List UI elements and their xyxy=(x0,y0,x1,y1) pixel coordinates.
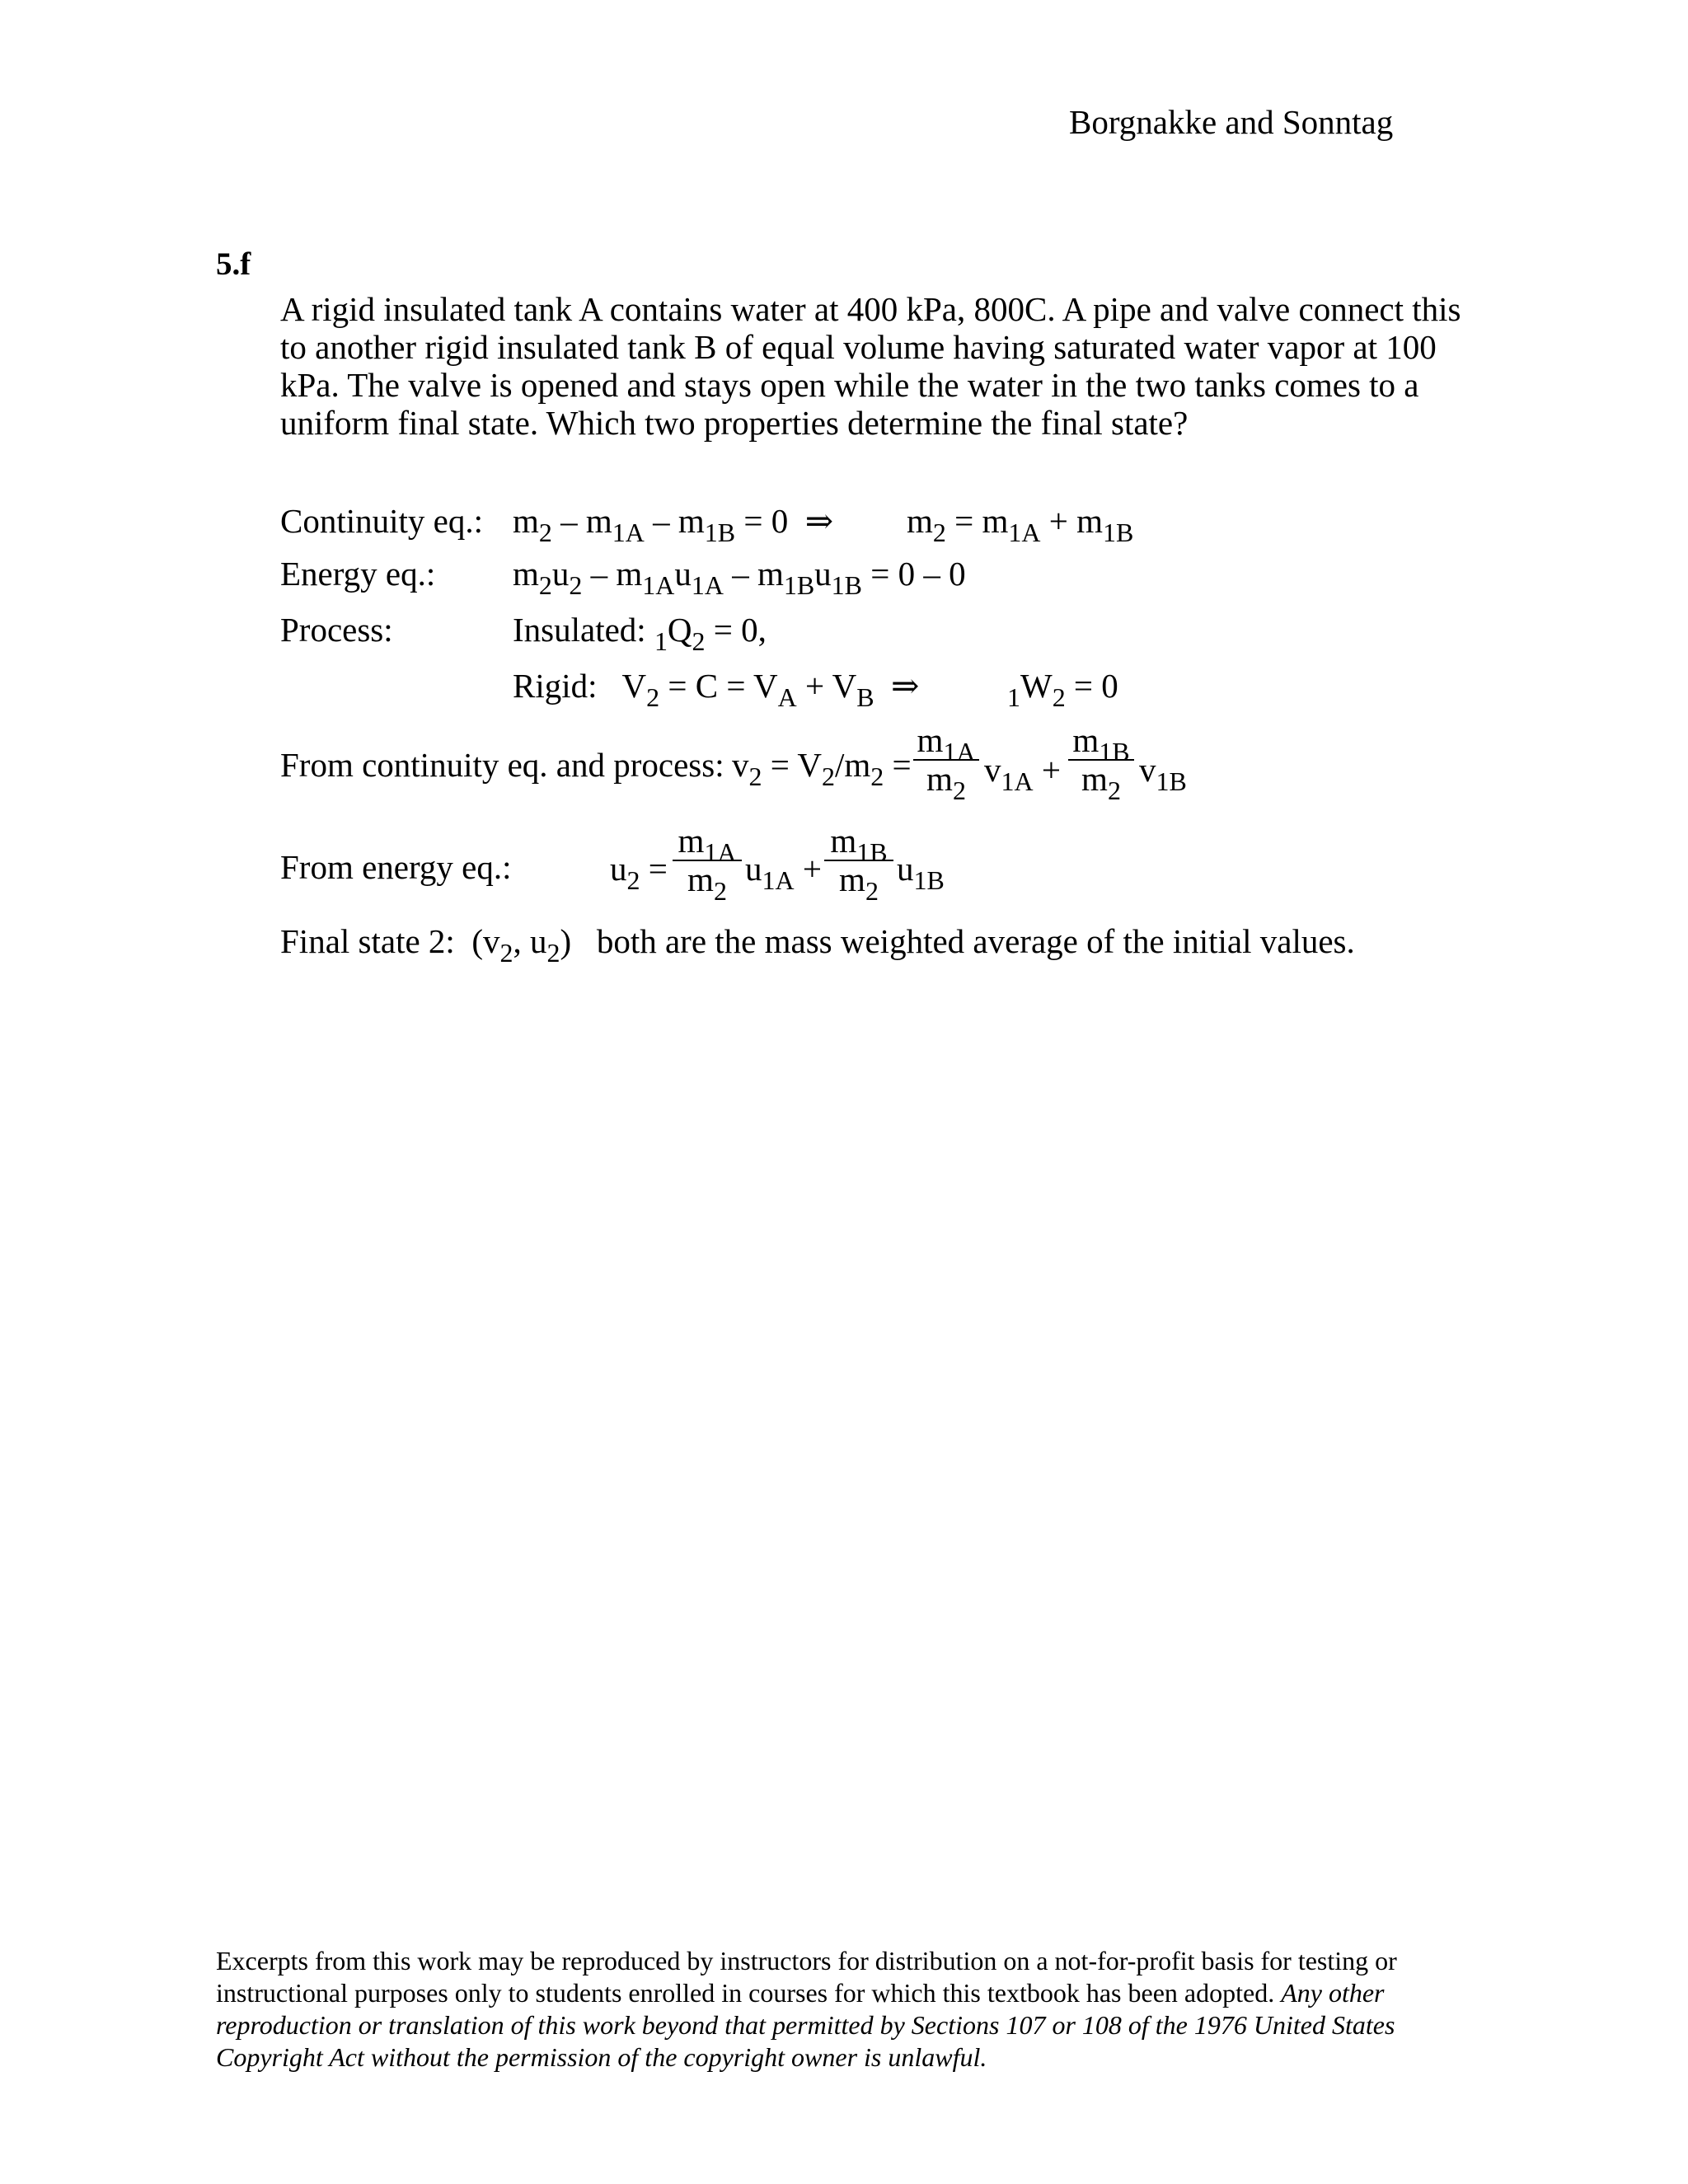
u1b-term: $u_{1B}$ xyxy=(897,850,945,896)
continuity-label: Continuity eq.: xyxy=(280,502,483,540)
from-continuity-label: From continuity eq. and process: xyxy=(280,746,724,784)
problem-number: 5.f xyxy=(216,246,251,282)
footer-normal-text: Excerpts from this work may be reproduced by instructors for distribution on a not-for-profit basis for testing or instructional purposes only to students enrolled in courses for which this textbook has been adopted. xyxy=(216,1946,1397,2008)
insulated-label: Insulated: xyxy=(513,611,646,649)
final-state-text: both are the mass weighted average of the initial values. xyxy=(596,922,1355,960)
insulated-equation: Insulated: $_1Q_2 = 0$, xyxy=(513,611,767,657)
continuity-equation: $m_2 - m_{1A} - m_{1B} = 0$ ⇒ xyxy=(513,502,834,548)
fraction-m1b-over-m2-energy: $m_{1B}$ $m_2$ xyxy=(824,823,893,898)
specific-volume-equation: $v_2 = V_2/m_2$ = xyxy=(732,746,912,792)
rigid-equation: Rigid: $V_2 = C = V_A + V_B$ ⇒ xyxy=(513,667,920,713)
footer-italic-text: Any other reproduction or translation of this work beyond that permitted by Sections 107 or 108 of the 1976 United States Copyright Act without the permission of the copyright owner is unlawful. xyxy=(216,1978,1395,2072)
from-energy-label: From energy eq.: xyxy=(280,848,512,886)
v1b-term: $v_{1B}$ xyxy=(1139,751,1187,797)
page-header-author: Borgnakke and Sonntag xyxy=(1069,103,1394,141)
fraction-m1b-over-m2: $m_{1B}$ $m_2$ xyxy=(1068,722,1134,797)
fraction-m1a-over-m2: $m_{1A}$ $m_2$ xyxy=(913,722,979,797)
u2-equation: $u_2$ = xyxy=(610,850,668,896)
final-state-label: Final state 2: xyxy=(280,922,455,960)
problem-statement: A rigid insulated tank A contains water at 400 kPa, 800C. A pipe and valve connect this to another rigid insulated tank B of equal volume having saturated water vapor at 100 kPa. The valve is opened and stays open while the water in the two tanks comes to a uniform final state. Which two properties determine the final state? xyxy=(280,290,1461,442)
energy-label: Energy eq.: xyxy=(280,555,436,593)
rigid-label: Rigid: xyxy=(513,667,598,705)
u1a-term: $u_{1A}$ + xyxy=(745,850,822,896)
process-label: Process: xyxy=(280,611,393,649)
v1a-term: $v_{1A}$ + xyxy=(984,751,1061,797)
continuity-result: $m_2 = m_{1A} + m_{1B}$ xyxy=(907,502,1134,548)
copyright-footer xyxy=(216,1945,1469,2074)
fraction-m1a-over-m2-energy: $m_{1A}$ $m_2$ xyxy=(673,823,742,898)
final-state-line: Final state 2: ($v_2$, $u_2$) both are the mass weighted average of the initial values. xyxy=(280,922,1355,968)
energy-equation: $m_2u_2 - m_{1A}u_{1A} - m_{1B}u_{1B} = 0 - 0$ xyxy=(513,555,966,601)
rigid-work-result: $_1W_2 = 0$ xyxy=(1007,667,1118,713)
